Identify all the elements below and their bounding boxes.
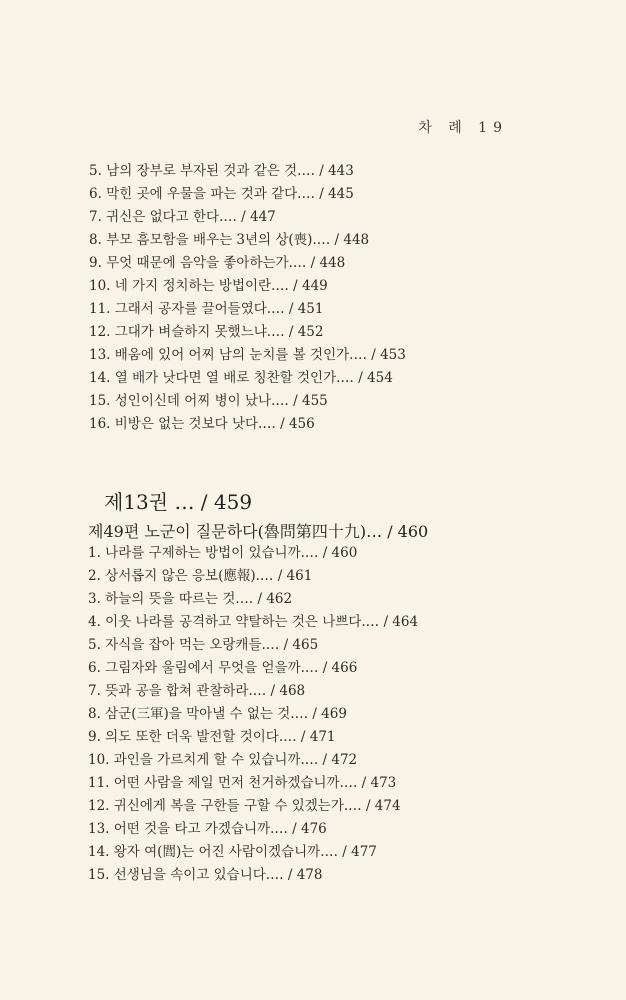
toc-entry: 9. 의도 또한 더욱 발전할 것이다.… / 471	[88, 729, 336, 745]
toc-entry: 14. 열 배가 낫다면 열 배로 칭찬할 것인가.… / 454	[89, 370, 393, 386]
toc-entry: 7. 뜻과 공을 합쳐 관찰하라.… / 468	[88, 683, 306, 699]
toc-entry: 12. 귀신에게 복을 구한들 구할 수 있겠는가.… / 474	[88, 798, 401, 814]
toc-entry: 4. 이웃 나라를 공격하고 약탈하는 것은 나쁘다.… / 464	[88, 614, 419, 630]
toc-entry: 6. 그림자와 울림에서 무엇을 얻을까.… / 466	[88, 660, 358, 676]
toc-entry: 8. 부모 흠모함을 배우는 3년의 상(喪).… / 448	[89, 232, 370, 248]
toc-entry: 6. 막힌 곳에 우물을 파는 것과 같다.… / 445	[89, 186, 354, 202]
toc-entry: 13. 배움에 있어 어찌 남의 눈치를 볼 것인가.… / 453	[89, 347, 406, 363]
toc-entry: 15. 성인이신데 어찌 병이 났나.… / 455	[89, 393, 328, 409]
toc-entry: 7. 귀신은 없다고 한다.… / 447	[89, 209, 276, 225]
toc-entry: 10. 과인을 가르치게 할 수 있습니까.… / 472	[88, 752, 358, 768]
toc-entry: 5. 남의 장부로 부자된 것과 같은 것.… / 443	[89, 163, 354, 179]
running-head: 차 례 19	[418, 120, 508, 136]
volume-title: 제13권 … / 459	[104, 490, 253, 514]
toc-entry: 11. 어떤 사람을 제일 먼저 천거하겠습니까.… / 473	[88, 775, 397, 791]
toc-entry: 1. 나라를 구제하는 방법이 있습니까.… / 460	[88, 545, 358, 561]
toc-entry: 16. 비방은 없는 것보다 낫다.… / 456	[89, 416, 315, 432]
toc-entry: 12. 그대가 벼슬하지 못했느냐.… / 452	[89, 324, 324, 340]
toc-entry: 11. 그래서 공자를 끌어들였다.… / 451	[89, 301, 324, 317]
toc-entry: 14. 왕자 여(閭)는 어진 사람이겠습니까.… / 477	[88, 844, 377, 860]
toc-entry: 13. 어떤 것을 타고 가겠습니까.… / 476	[88, 821, 327, 837]
toc-entry: 2. 상서롭지 않은 응보(應報).… / 461	[88, 568, 313, 584]
toc-entry: 3. 하늘의 뜻을 따르는 것.… / 462	[88, 591, 293, 607]
toc-entry: 5. 자식을 잡아 먹는 오랑캐들.… / 465	[88, 637, 319, 653]
chapter-title: 제49편 노군이 질문하다(魯問第四十九)… / 460	[88, 522, 429, 541]
toc-entry: 15. 선생님을 속이고 있습니다.… / 478	[88, 867, 323, 883]
toc-entry: 9. 무엇 때문에 음악을 좋아하는가.… / 448	[89, 255, 346, 271]
toc-entry: 10. 네 가지 정치하는 방법이란.… / 449	[89, 278, 328, 294]
toc-entry: 8. 삼군(三軍)을 막아낼 수 없는 것.… / 469	[88, 706, 347, 722]
